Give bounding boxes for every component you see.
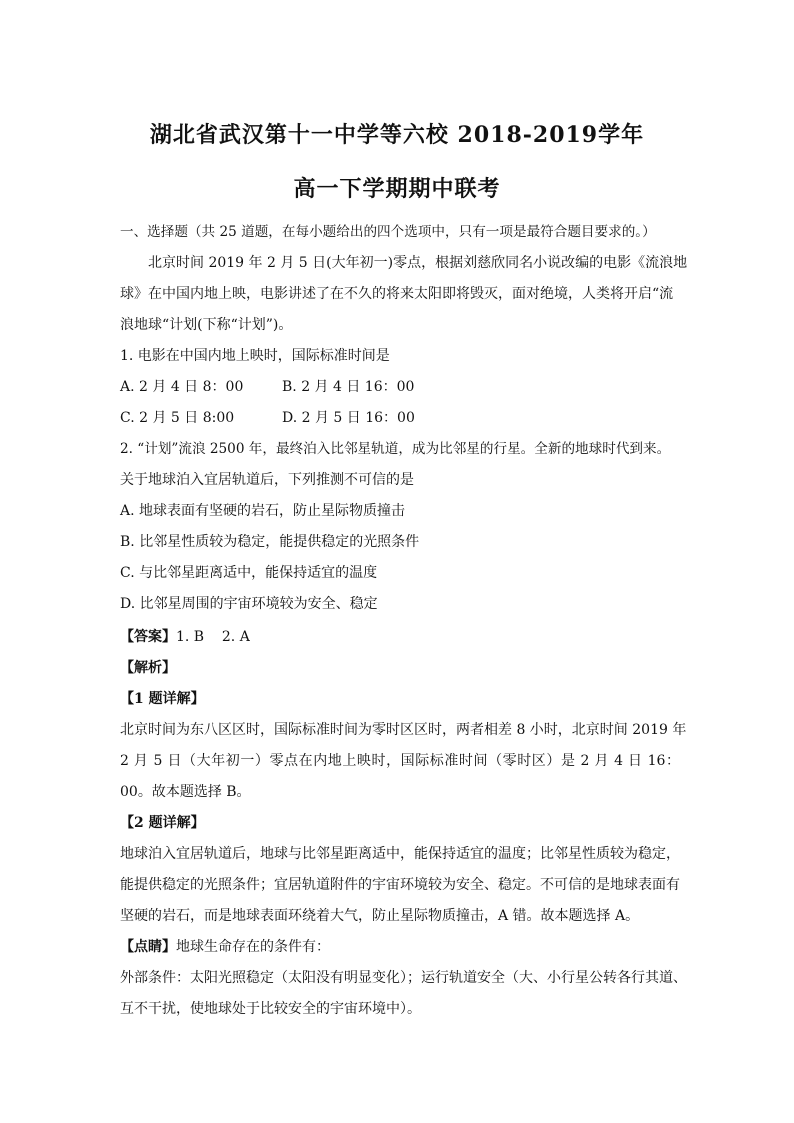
analysis-q1-line-1: 北京时间为东八区区时，国际标准时间为零时区区时，两者相差 8 小时，北京时间 2019 年 [120,722,687,738]
analysis-heading: 【解析】 [120,660,176,676]
analysis-q2-line-1: 地球泊入宜居轨道后，地球与比邻星距离适中，能保持适宜的温度；比邻星性质较为稳定， [120,846,680,862]
stem-line-1: 北京时间 2019 年 2 月 5 日(大年初一)零点，根据刘慈欣同名小说改编的电影《流浪地 [148,255,688,271]
tips-row [120,937,680,957]
analysis-q1-line-3: 00。故本题选择 B。 [120,784,251,800]
answer-label: 【答案】 [120,629,176,645]
analysis-q2-heading: 【2 题详解】 [120,815,205,831]
q2-option-d: D. 比邻星周围的宇宙环境较为安全、稳定 [120,596,378,612]
q2-question-line-2: 关于地球泊入宜居轨道后，下列推测不可信的是 [120,472,414,488]
answer-value: 1. B 2. A [176,629,250,645]
tips-line-2: 互不干扰，使地球处于比较安全的宇宙环境中）。 [120,1001,421,1017]
analysis-q1-heading: 【1 题详解】 [120,691,205,707]
q2-option-a: A. 地球表面有坚硬的岩石，防止星际物质撞击 [120,503,406,519]
q1-option-d: D. 2 月 5 日 16：00 [282,410,415,426]
q1-option-b: B. 2 月 4 日 16：00 [282,379,415,395]
analysis-q2-line-2: 能提供稳定的光照条件；宜居轨道附件的宇宙环境较为安全、稳定。不可信的是地球表面有 [120,877,680,893]
analysis-q1-line-2: 2 月 5 日（大年初一）零点在内地上映时，国际标准时间（零时区）是 2 月 4 日 16： [120,753,680,769]
page-subtitle: 高一下学期期中联考 [293,176,501,202]
q1-options-row-2 [120,408,680,428]
analysis-q2-line-3: 坚硬的岩石，而是地球表面环绕着大气，防止星际物质撞击，A 错。故本题选择 A。 [120,908,640,924]
q1-question: 1. 电影在中国内地上映时，国际标准时间是 [120,348,390,364]
stem-line-3: 浪地球“计划(下称“计划”)。 [120,317,293,333]
section-heading: 一、选择题（共 25 道题，在每小题给出的四个选项中，只有一项是最符合题目要求的。） [120,224,656,240]
answer-row [120,627,680,647]
tips-label: 【点睛】 [120,939,176,955]
q2-option-c: C. 与比邻星距离适中，能保持适宜的温度 [120,565,378,581]
tips-line-1: 外部条件：太阳光照稳定（太阳没有明显变化）；运行轨道安全（大、小行星公转各行其道、 [120,970,687,986]
q1-option-a: A. 2 月 4 日 8：00 [120,379,244,395]
tips-text: 地球生命存在的条件有： [176,939,330,955]
q2-option-b: B. 比邻星性质较为稳定，能提供稳定的光照条件 [120,534,420,550]
q1-option-c: C. 2 月 5 日 8:00 [120,410,235,426]
page-title: 湖北省武汉第十一中学等六校 2018-2019学年 [149,122,645,148]
stem-line-2: 球》在中国内地上映，电影讲述了在不久的将来太阳即将毁灭，面对绝境，人类将开启“流 [120,286,674,302]
q2-question-line-1: 2. “计划”流浪 2500 年，最终泊入比邻星轨道，成为比邻星的行星。全新的地球时代到来。 [120,441,671,457]
q1-options-row-1 [120,377,680,397]
